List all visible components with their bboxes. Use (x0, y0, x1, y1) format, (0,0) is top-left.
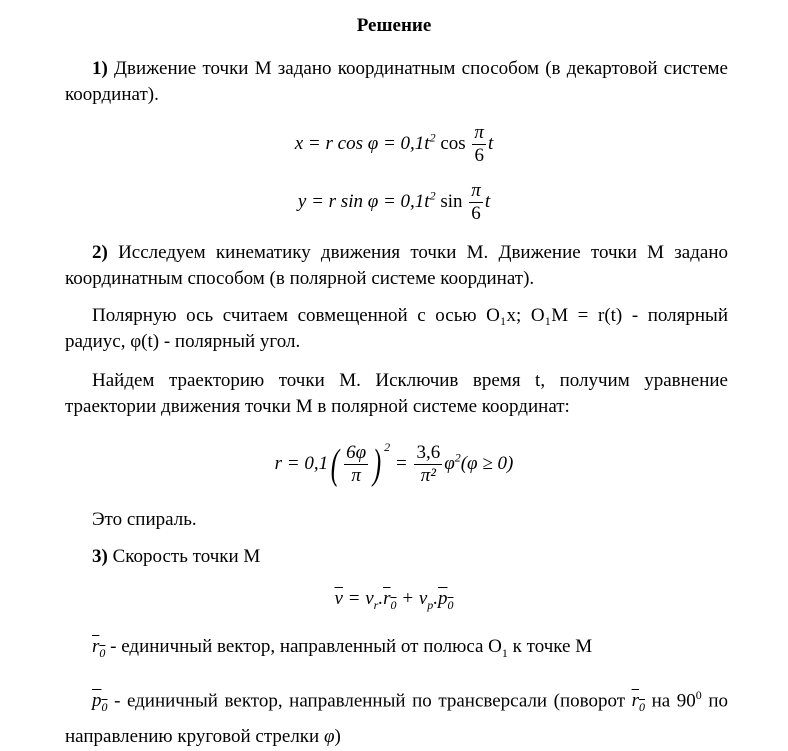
paragraph-8: $p_0$ - единичный вектор, направленный по трансверсали (поворот $r_0$ на $90^0$ по направлению круговой стрелки φ) (65, 688, 728, 748)
paragraph-3: Полярную ось считаем совмещенной с осью O₁x; O₁M = r(t) - полярный радиус, φ(t) - полярный угол. (65, 305, 728, 352)
paragraph-5: Это спираль. (92, 509, 197, 530)
paragraph-2: 2) Исследуем кинематику движения точки М. Движение точки М задано координатным способом (в полярной системе координат). (65, 242, 728, 289)
paragraph-7: $r_0$ - единичный вектор, направленный от полюса $O_1$ к точке М (92, 636, 593, 660)
page-title: Решение (356, 15, 432, 36)
equation-y: y = r $\sin \varphi = 0,1t^2$ sin $\frac{\pi}{6}$ t (297, 180, 491, 224)
equation-v: $\overline{v} = v_r.r_0 + v_p.p_0$ (334, 588, 454, 612)
paragraph-4: Найдем траекторию точки М. Исключив время t, получим уравнение траектории движения точки М в полярной системе координат: (65, 370, 728, 417)
paragraph-1: 1) Движение точки М задано координатным способом (в декартовой системе координат). (65, 58, 728, 105)
paragraph-6: 3) Скорость точки М (92, 546, 261, 567)
equation-r: r = 0,1( $\frac{6\varphi}{\pi}$ ) $^2$ = $\frac{3,6}{\text{π²}}$ $\varphi^2(\varphi \ge 0)$ (274, 440, 514, 488)
equation-x: x = r $\cos \varphi = 0,1t^2$ cos $\frac{\pi}{6}$ t (294, 122, 494, 166)
